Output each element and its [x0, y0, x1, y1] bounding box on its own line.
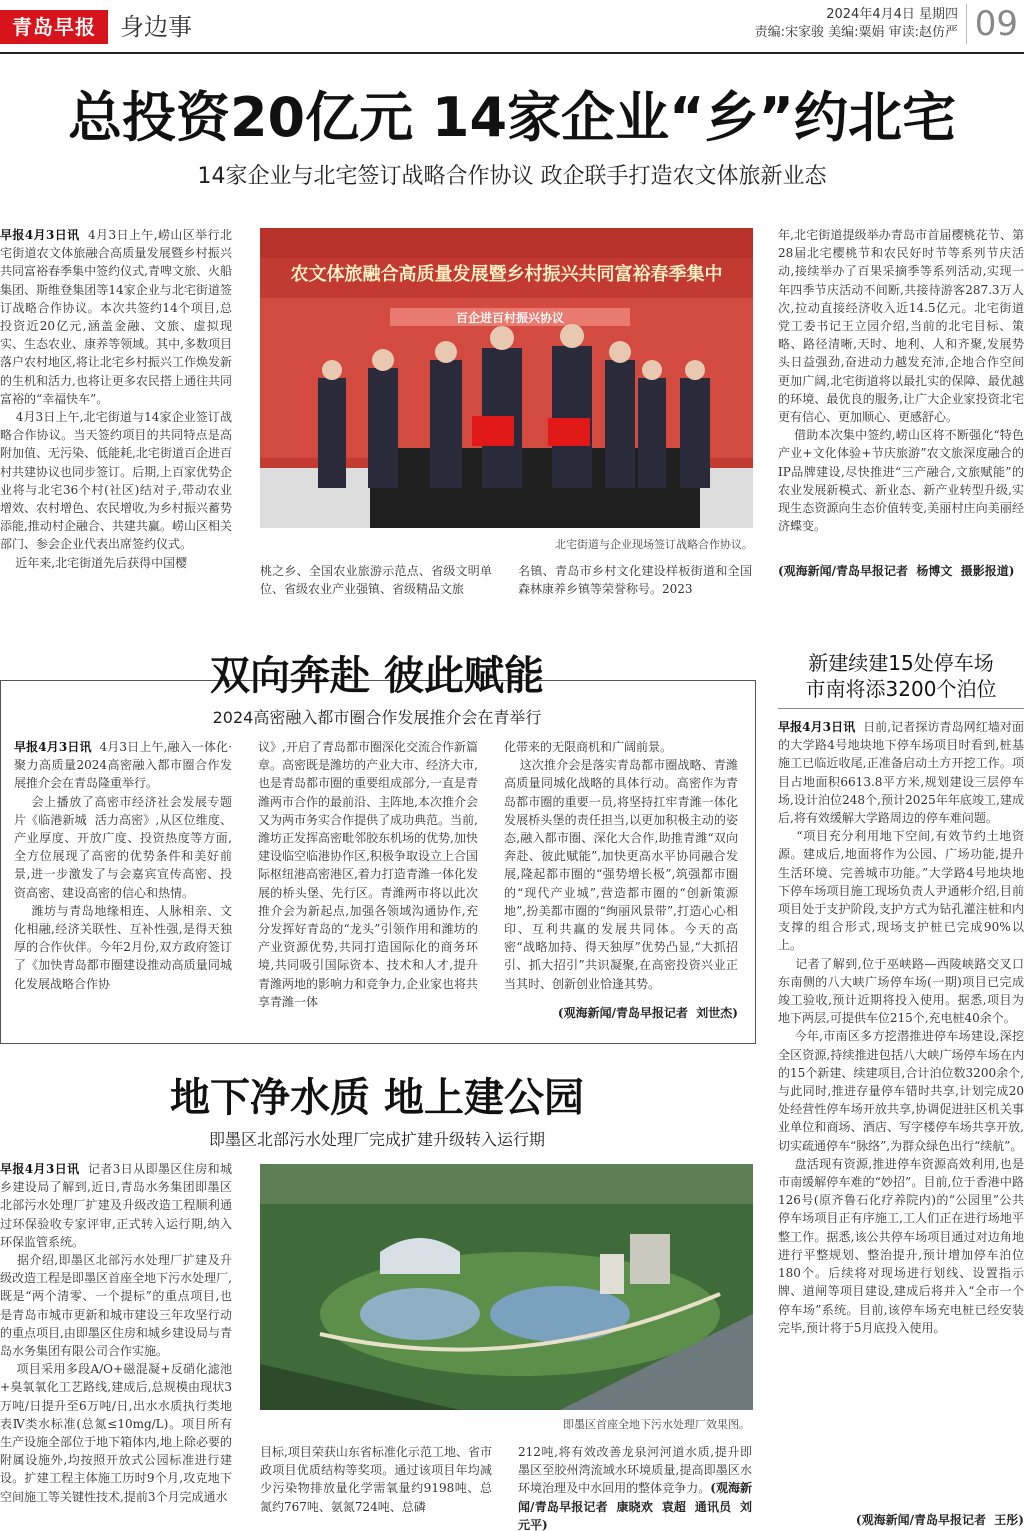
article2-column-1: [14, 738, 232, 1028]
signing-ceremony-photo: [260, 228, 753, 528]
article2-lead: 早报4月3日讯: [14, 740, 92, 754]
article2-subheadline: 2024高密融入都市圈合作发展推介会在青举行: [212, 708, 542, 727]
article1-column-4: 年,北宅街道提级举办青岛市首届樱桃花节、第28届北宅樱桃节和农民好时节等系列节庆活动,接续举办了百果采摘季等系列活动,实现一年四季节庆活动不间断,共接待游客287.3万人次,拉动直接经济收入近14.5亿元。北宅街道党工委书记王立园介绍,当前的北宅目标、策略、路径清晰,天时、地利、人和齐聚,发展势头日益强劲,奋进动力越发充沛,企地合作空间更加广阔,北宅街道将以最扎实的保障、最优越的环境、最优良的服务,让广大企业家投资北宅更有信心、更加顺心、更感舒心。 借助本次集中签约,崂山区将不断强化“特色产业+文化体验+节庆旅游”农文旅深度融合的IP品牌建设,尽快推进“三产融合,文旅赋能”的农业发展新模式、新业态、新产业转型升级,实现生态资源向生态价值转变,美丽村庄向美丽经济蝶变。: [778, 228, 1024, 534]
article3-headline: 地下净水质 地上建公园: [170, 1075, 584, 1121]
header-rule: [0, 52, 1024, 54]
article2-credit: (观海新闻/青岛早报记者 刘世杰): [557, 1006, 738, 1020]
article4-rule: [778, 708, 1024, 709]
article4-headline-line1: 新建续建15处停车场: [808, 651, 994, 675]
article2-col1-text: 4月3日上午,融入一体化·聚力高质量2024高密融入都市圈合作发展推介会在青岛隆重举行。 会上播放了高密市经济社会发展专题片《临港新城 活力高密》,从区位维度、产业厚度、开放广度、投资热度等方面,全方位展现了高密的优势条件和美好前景,进一步激发了与会嘉宾宣传高密、投资高密、建设高密的信心和热情。 潍坊与青岛地缘相连、人脉相亲、文化相融,经济关联性、互补性强,是得天独厚的合作伙伴。今年2月份,双方政府签订了《加快青岛都市圈建设推动高质量同城化发展战略合作协: [14, 740, 232, 991]
article2-headline: 双向奔赴 彼此赋能: [210, 653, 544, 699]
editor-credits: 责编:宋家骏 美编:粟娟 审读:赵仿严: [754, 25, 958, 40]
article3-credit: (观海新闻/青岛早报记者 康晓欢 袁超 通讯员 刘元平): [518, 1481, 752, 1531]
photo-banner-subtext: 百企进百村振兴协议: [455, 311, 564, 325]
photo-banner-text: 农文体旅融合高质量发展暨乡村振兴共同富裕春季集中: [290, 264, 723, 285]
article3-lead: 早报4月3日讯: [0, 1162, 80, 1176]
article1-column-1: [0, 226, 232, 594]
article1-col1-text: 4月3日上午,崂山区举行北宅街道农文体旅融合高质量发展暨乡村振兴共同富裕春季集中签约仪式,青啤文旅、火船集团、斯维登集团等14家企业与北宅街道签订战略合作协议。本次共签约14个项目,总投资近20亿元,涵盖金融、文旅、虚拟现实、生态农业、康养等领域。其中,多数项目落户农村地区,将让北宅乡村振兴工作焕发新的生机和活力,也将让更多农民搭上通往共同富裕的“幸福快车”。 4月3日上午,北宅街道与14家企业签订战略合作协议。当天签约项目的共同特点是高附加值、无污染、低能耗,北宅街道百企进百村共建协议也同步签订。后期,上百家优势企业将与北宅36个村(社区)结对子,带动农业增效、农村增色、农民增收,为乡村振兴蓄势添能,推动村企融合、共建共赢。崂山区相关部门、参会企业代表出席签约仪式。 近年来,北宅街道先后获得中国樱: [0, 228, 232, 570]
article4-body-text: 日前,记者探访青岛网红墙对面的大学路4号地块地下停车场项目时看到,桩基施工已临近收尾,正准备启动土方开挖工作。项目占地面积6613.8平方米,规划建设三层停车场,设计泊位248个,预计2025年年底竣工,建成后,将有效缓解大学路周边的停车难问题。 “项目充分利用地下空间,有效节约土地资源。建成后,地面将作为公园、广场功能,提升生活环境、完善城市功能。”大学路4号地块地下停车场项目施工现场负责人尹通彬介绍,目前项目处于支护阶段,支护方式为钻孔灌注桩和内支撑的组合形式,现场支护桩已完成90%以上。 记者了解到,位于巫峡路—西陵峡路交叉口东南侧的八大峡广场停车场(一期)项目已完成竣工验收,预计近期将投入使用。据悉,项目为地下两层,可提供车位215个,充电桩40余个。 今年,市南区多方挖潜推进停车场建设,深挖全区资源,持续推进包括八大峡广场停车场在内的15个新建、续建项目,合计泊位数3200余个,与此同时,推进存量停车错时共享,计划完成20处经营性停车场开放共享,协调促进驻区机关事业单位和商场、酒店、写字楼停车场共享开放,切实疏通停车“脉络”,为群众绿色出行“续航”。 盘活现有资源,推进停车资源高效利用,也是市南缓解停车难的“妙招”。目前,位于香港中路126号(原齐鲁石化疗养院内)的“公园里”公共停车场项目正有序施工,工人们正在进行场地平整工作。据悉,该公共停车场项目通过对边角地进行平整规划、整治提升,预计增加停车泊位180个。后续将对现场进行划线、设置指示牌、道闸等项目建设,建成后将并入“全市一个停车场”系统。目前,该停车场充电桩已经安装完毕,预计将于5月底投入使用。: [778, 720, 1024, 1335]
newspaper-logo: 青岛早报: [0, 10, 108, 44]
article2-column-3: 化带来的无限商机和广阔前景。 这次推介会是落实青岛都市圈战略、青潍高质量同城化战略的具体行动。高密作为青岛都市圈的重要一员,将坚持扛牢青潍一体化发展桥头堡的责任担当,以更加积极主动的姿态,融入都市圈、深化大合作,助推青潍“双向奔赴、彼此赋能”,加快更高水平协同融合发展,隆起都市圈的“强势增长极”,筑强都市圈的“现代产业城”,营造都市圈的“创新策源地”,扮美都市圈的“绚丽风景带”,打造心心相印、互利共赢的发展共同体。今天的高密“战略加持、得天独厚”优势凸显,“大抓招引、抓大招引”共识凝聚,在高密投资兴业正当其时、创新创业恰逢其势。: [504, 740, 738, 991]
article3-col1-text: 记者3日从即墨区住房和城乡建设局了解到,近日,青岛水务集团即墨区北部污水处理厂扩建及升级改造工程顺利通过环保验收专家评审,正式转入运行期,纳入环保监管系统。 据介绍,即墨区北部污水处理厂扩建及升级改造工程是即墨区首座全地下污水处理厂,既是“两个清零、一个提标”的重点项目,也是青岛市城市更新和城市建设三年攻坚行动的重点项目,由即墨区住房和城乡建设局与青岛水务集团有限公司合作实施。 项目采用多段A/O+磁混凝+反硝化滤池+臭氧氧化工艺路线,建成后,总规模由现状3万吨/日提升至6万吨/日,出水水质执行类地表Ⅳ类水标准(总氮≤10mg/L)。项目所有生产设施全部位于地下箱体内,地上除必要的附属设施外,均按照开放式公园标准进行建设。扩建工程主体施工历时9个月,攻克地下空间施工等关键性技术,提前3个月完成通水: [0, 1162, 232, 1504]
page-number: 09: [966, 4, 1018, 44]
article3-column-2: 目标,项目荣获山东省标准化示范工地、省市政项目优质结构等奖项。通过该项目年均减少污染物排放量化学需氧量约9198吨、总氮约767吨、氨氮724吨、总磷: [260, 1445, 492, 1514]
article3-subheadline: 即墨区北部污水处理厂完成扩建升级转入运行期: [208, 1130, 545, 1149]
main-headline: 总投资20亿元 14家企业“乡”约北宅: [67, 86, 957, 149]
article1-lead: 早报4月3日讯: [0, 228, 80, 242]
main-subheadline: 14家企业与北宅签订战略合作协议 政企联手打造农文体旅新业态: [197, 164, 827, 189]
treatment-plant-render-photo: [260, 1164, 753, 1410]
article2-column-2: 议》,开启了青岛都市圈深化交流合作新篇章。高密既是潍坊的产业大市、经济大市,也是青岛都市圈的重要组成部分,一直是青潍两市合作的最前沿、主阵地,本次推介会又为两市务实合作提供了成功典范。当前,潍坊正发挥高密毗邻胶东机场的优势,加快建设临空临港协作区,积极争取设立上合国际枢纽港高密港区,着力打造青潍一体化发展的桥头堡、先行区。青潍两市将以此次推介会为新起点,加强各领域沟通协作,充分发挥好青岛的“龙头”引领作用和潍坊的产业资源优势,共同打造国际化的商务环境,共同吸引国际资本、技术和人才,提升青潍两地的影响力和竞争力,企业家也将共享青潍一体: [258, 740, 478, 1009]
article1-credit: (观海新闻/青岛早报记者 杨博文 摄影报道): [778, 564, 1015, 578]
issue-date: 2024年4月4日 星期四: [826, 7, 958, 22]
photo-caption-2: 即墨区首座全地下污水处理厂效果图。: [563, 1418, 750, 1431]
article3-col3-text: 212吨,将有效改善龙泉河河道水质,提升即墨区至胶州湾流域水环境质量,提高即墨区水环境治理及中水回用的整体竞争力。: [518, 1445, 752, 1496]
treatment-plant-image: [260, 1164, 753, 1410]
article4-credit: (观海新闻/青岛早报记者 王彤): [855, 1513, 1024, 1527]
article3-column-1: [0, 1160, 232, 1530]
article4-lead: 早报4月3日讯: [778, 720, 856, 734]
article4-body: [778, 718, 1024, 1508]
article4-headline: [778, 650, 1024, 702]
article4-headline-line2: 市南将添3200个泊位: [805, 677, 997, 701]
article1-column-3: 名镇、青岛市乡村文化建设样板街道和全国森林康养乡镇等荣誉称号。2023: [518, 564, 752, 597]
photo-caption: 北宅街道与企业现场签订战略合作协议。: [555, 538, 753, 551]
article1-column-2: 桃之乡、全国农业旅游示范点、省级文明单位、省级农业产业强镇、省级精品文旅: [260, 564, 492, 597]
section-title: 身边事: [120, 13, 192, 41]
masthead-info: [755, 6, 958, 42]
article3-column-3: [518, 1443, 752, 1531]
